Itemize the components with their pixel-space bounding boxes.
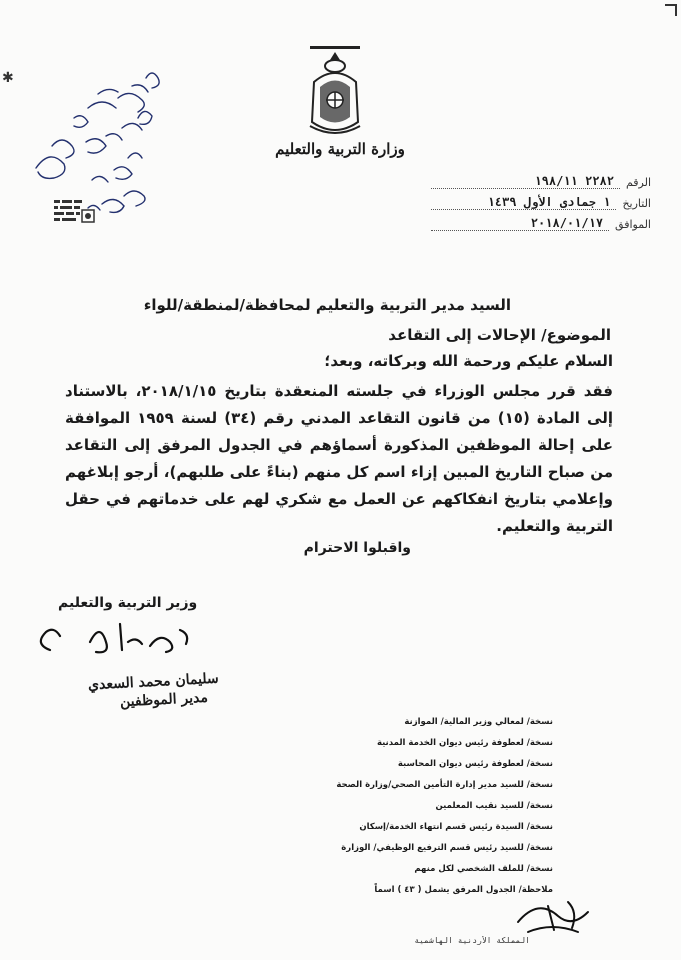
date-label: التاريخ bbox=[622, 197, 651, 210]
attachment-note: ملاحظة/ الجدول المرفق يشمل ( ٤٣ ) اسماً bbox=[374, 885, 553, 895]
hijri-date-value: ١ جمادى الأول ١٤٣٩ bbox=[431, 195, 616, 210]
cc-item: نسخة/ للسيد رئيس قسم الترفيع الوظيفي/ الوزارة bbox=[341, 843, 553, 853]
cc-item: نسخة/ لعطوفة رئيس ديوان الخدمة المدنية bbox=[376, 738, 553, 748]
date-row bbox=[431, 189, 651, 210]
signer-name: سليمان محمد السعدي bbox=[87, 670, 220, 694]
subject-line: الموضوع/ الإحالات إلى التقاعد bbox=[388, 326, 611, 344]
footer-text: المملكة الأردنية الهاشمية bbox=[414, 936, 530, 945]
cc-item: نسخة/ لمعالي وزير المالية/ الموازنة bbox=[404, 717, 553, 727]
signer-role: مدير الموظفين bbox=[119, 689, 209, 711]
asterisk-mark-icon: ✱ bbox=[2, 70, 14, 86]
ref-number-value: ٢٢٨٢ ١٩٨/١١ bbox=[431, 174, 620, 189]
cc-item: نسخة/ السيدة رئيس قسم انتهاء الخدمة/إسكان bbox=[359, 822, 553, 832]
gregorian-date-value: ٢٠١٨/٠١/١٧ bbox=[431, 216, 609, 231]
corresponding-label: الموافق bbox=[615, 218, 651, 231]
cc-item: نسخة/ للسيد نقيب المعلمين bbox=[435, 801, 553, 811]
corner-bracket bbox=[665, 4, 677, 16]
closing-line: واقبلوا الاحترام bbox=[303, 540, 411, 556]
handwritten-note bbox=[28, 58, 178, 228]
cc-item: نسخة/ للسيد مدير إدارة التأمين الصحي/وزارة الصحة bbox=[336, 780, 553, 790]
minister-title: وزير التربية والتعليم bbox=[58, 595, 198, 611]
ref-number-row bbox=[431, 168, 651, 189]
cc-item: نسخة/ للملف الشخصي لكل منهم bbox=[414, 864, 553, 874]
coat-of-arms-icon bbox=[300, 42, 370, 142]
reference-block bbox=[431, 168, 651, 231]
cc-item: نسخة/ لعطوفة رئيس ديوان المحاسبة bbox=[397, 759, 553, 769]
corresponding-row bbox=[431, 210, 651, 231]
cc-list bbox=[253, 712, 553, 901]
barcode-stamp-icon bbox=[52, 196, 98, 232]
ref-number-label: الرقم bbox=[625, 176, 651, 189]
letter-body: فقد قرر مجلس الوزراء في جلسته المنعقدة بتاريخ ٢٠١٨/١/١٥، بالاستناد إلى المادة (١٥) من قانون التقاعد المدني رقم (٣٤) لسنة ١٩٥٩ الموافقة على إحالة الموظفين المذكورة أسماؤهم في الجدول المرفق إلى التقاعد من صباح التاريخ المبين إزاء اسم كل منهم (بناءً على طلبهم)، أرجو إبلاغهم وإعلامي بتاريخ انفكاكهم عن العمل مع شكري لهم على خدماتهم في حقل التربية والتعليم. bbox=[65, 382, 614, 535]
addressee: السيد مدير التربية والتعليم لمحافظة/لمنطقة/للواء bbox=[143, 296, 511, 314]
handwritten-signature bbox=[20, 612, 210, 662]
initials-signature bbox=[508, 892, 608, 942]
ministry-name: وزارة التربية والتعليم bbox=[275, 140, 405, 158]
greeting: السلام عليكم ورحمة الله وبركاته، وبعد؛ bbox=[324, 352, 613, 370]
